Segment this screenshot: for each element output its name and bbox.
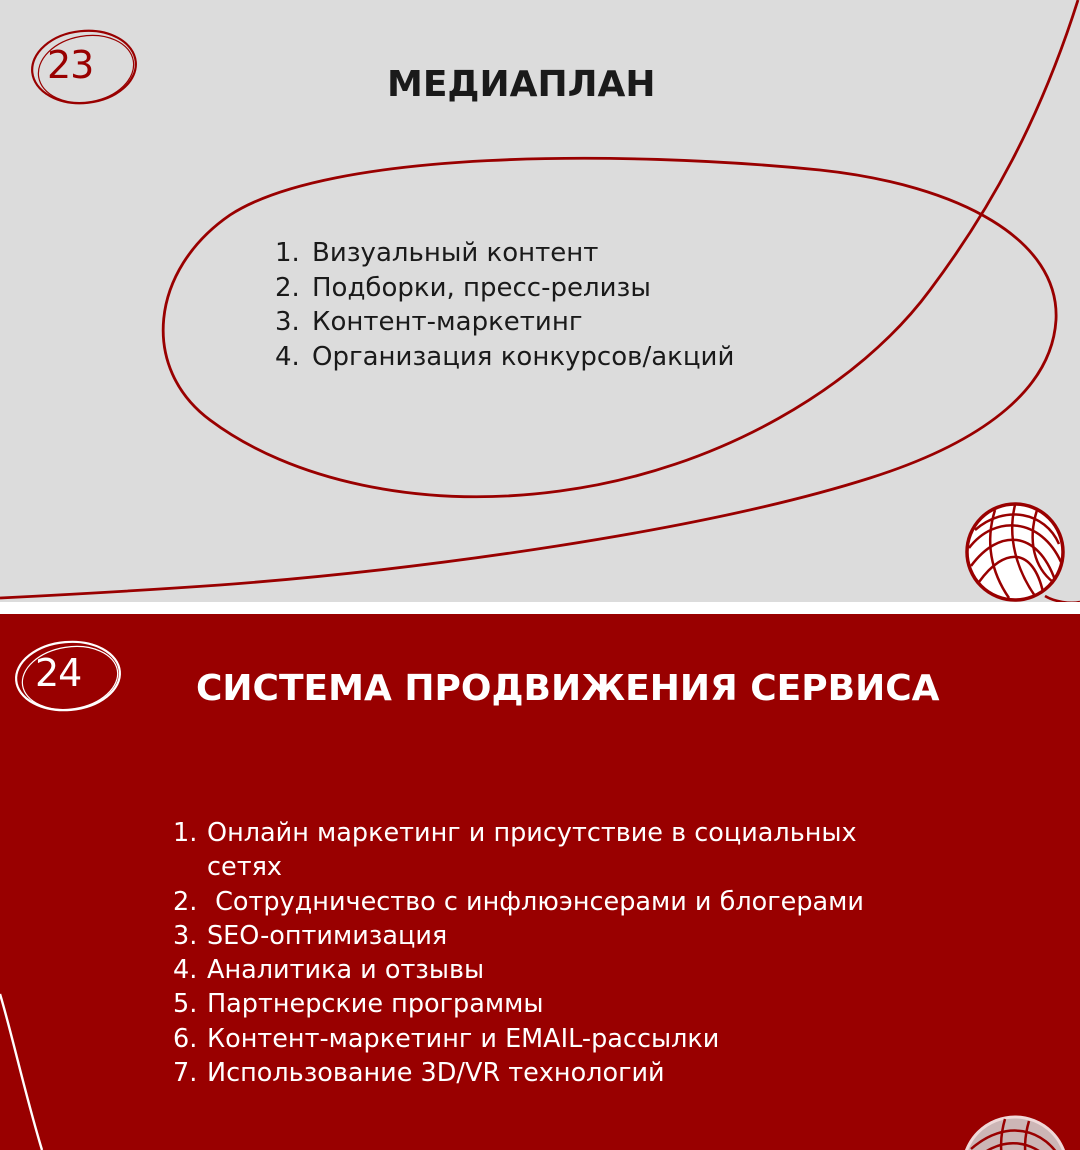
item-number: 5.	[173, 989, 198, 1020]
item-text: Контент-маркетинг и EMAIL-рассылки	[207, 1023, 720, 1054]
list-item	[275, 305, 734, 340]
list-item	[275, 236, 734, 271]
item-text: Контент-маркетинг	[312, 307, 583, 337]
slide-divider	[0, 602, 1080, 614]
promotion-system-list	[173, 816, 864, 1090]
yarn-ball-icon	[967, 504, 1080, 602]
item-text: SEO-оптимизация	[207, 920, 448, 951]
item-text: Подборки, пресс-релизы	[312, 272, 651, 303]
item-text: Онлайн маркетинг и присутствие в социальных	[207, 818, 857, 848]
item-text: Партнерские программы	[207, 989, 544, 1020]
list-item	[173, 816, 864, 885]
item-text: Использование 3D/VR технологий	[207, 1058, 665, 1089]
item-text-continued: сетях	[207, 852, 282, 883]
item-number: 3.	[275, 307, 300, 337]
list-item	[275, 271, 734, 306]
item-number: 6.	[173, 1023, 198, 1054]
item-number: 2.	[173, 886, 198, 917]
list-item	[275, 340, 734, 375]
item-text: Визуальный контент	[312, 238, 599, 268]
slide-24-title: СИСТЕМА ПРОДВИЖЕНИЯ СЕРВИСА	[196, 668, 940, 709]
slide-number: 24	[35, 651, 82, 695]
list-item	[173, 919, 864, 953]
item-number: 7.	[173, 1058, 198, 1089]
item-number: 1.	[173, 818, 198, 848]
list-item	[173, 885, 864, 919]
item-text: Сотрудничество с инфлюэнсерами и блогерами	[207, 886, 864, 917]
item-number: 3.	[173, 920, 198, 951]
slide-number: 23	[47, 43, 94, 87]
thread-line	[0, 994, 42, 1150]
item-number: 4.	[275, 341, 300, 372]
yarn-ball-icon	[963, 1117, 1067, 1150]
list-item	[173, 1056, 864, 1090]
list-item	[173, 987, 864, 1021]
item-number: 4.	[173, 955, 198, 986]
item-number: 2.	[275, 272, 300, 303]
list-item	[173, 1022, 864, 1056]
media-plan-list	[275, 236, 734, 374]
list-item	[173, 953, 864, 987]
item-text: Аналитика и отзывы	[207, 955, 485, 986]
slide-23-title: МЕДИАПЛАН	[387, 64, 656, 105]
item-number: 1.	[275, 238, 300, 268]
item-text: Организация конкурсов/акций	[312, 341, 735, 372]
